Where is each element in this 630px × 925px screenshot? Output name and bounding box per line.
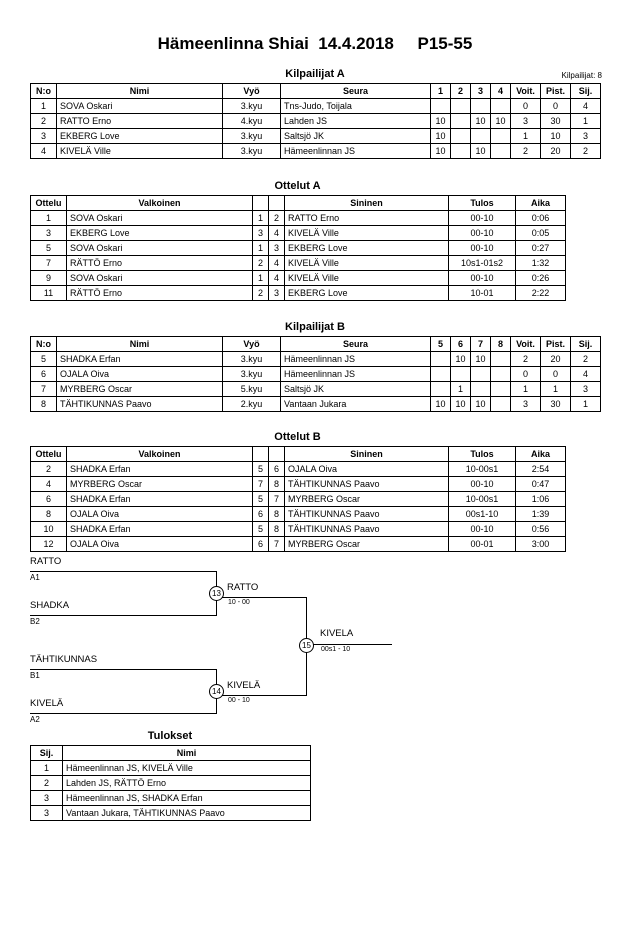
column-header: Vyö <box>223 84 281 99</box>
table-cell: 10 <box>431 397 451 412</box>
table-cell: 30 <box>541 397 571 412</box>
table-cell: 3 <box>269 286 285 301</box>
table-cell: MYRBERG Oscar <box>285 537 449 552</box>
table-body <box>31 211 566 301</box>
table-cell: 1 <box>571 114 601 129</box>
table-cell: 2:22 <box>516 286 566 301</box>
column-header: 6 <box>451 337 471 352</box>
table-cell: 2 <box>511 144 541 159</box>
table-cell: MYRBERG Oscar <box>67 477 253 492</box>
column-header: N:o <box>31 337 57 352</box>
table-cell: 0 <box>511 367 541 382</box>
table-cell: 3.kyu <box>223 352 281 367</box>
column-header: Tulos <box>449 196 516 211</box>
table-row <box>31 806 311 821</box>
table-cell: 1:32 <box>516 256 566 271</box>
bracket-line <box>217 597 306 598</box>
ottelut-a-heading: Ottelut A <box>274 180 321 192</box>
table-cell: OJALA Oiva <box>57 367 223 382</box>
table-cell: 1:06 <box>516 492 566 507</box>
results-sheet-page <box>0 34 630 925</box>
table-cell: 00-10 <box>449 271 516 286</box>
table-cell: 0:06 <box>516 211 566 226</box>
table-cell: EKBERG Love <box>57 129 223 144</box>
table-cell: Hämeenlinnan JS, SHADKA Erfan <box>63 791 311 806</box>
bracket-seed-label: B2 <box>30 617 40 626</box>
table-cell: 2 <box>31 776 63 791</box>
column-header: Valkoinen <box>67 196 253 211</box>
table-row <box>31 286 566 301</box>
table-cell: KIVELÄ Ville <box>57 144 223 159</box>
table-cell: Hämeenlinnan JS, KIVELÄ Ville <box>63 761 311 776</box>
table-cell <box>431 352 451 367</box>
table-cell: 1 <box>511 129 541 144</box>
table-cell: 2:54 <box>516 462 566 477</box>
table-cell: 0:56 <box>516 522 566 537</box>
kilpailijat-a-heading-row <box>0 68 630 80</box>
table-row <box>31 477 566 492</box>
table-cell: MYRBERG Oscar <box>57 382 223 397</box>
table-cell: 0 <box>511 99 541 114</box>
table-cell: 9 <box>31 271 67 286</box>
table-row <box>31 382 601 397</box>
match-number-badge: 14 <box>209 684 224 699</box>
table-cell: 1 <box>253 211 269 226</box>
column-header: Voit. <box>511 84 541 99</box>
table-cell: 0 <box>541 367 571 382</box>
column-header: Seura <box>281 84 431 99</box>
table-row <box>31 114 601 129</box>
bracket-score: 10 - 00 <box>228 599 250 606</box>
table-cell: 0:47 <box>516 477 566 492</box>
table-row <box>31 144 601 159</box>
bracket-score: 00 - 10 <box>228 697 250 704</box>
column-header <box>269 447 285 462</box>
bracket-line <box>30 713 217 714</box>
table-row <box>31 522 566 537</box>
table-cell: 2 <box>269 211 285 226</box>
table-cell: 2 <box>31 462 67 477</box>
table-cell: 00-10 <box>449 241 516 256</box>
table-cell: 5 <box>253 522 269 537</box>
table-cell: 3 <box>31 806 63 821</box>
tulokset-heading: Tulokset <box>147 730 193 742</box>
table-cell: KIVELÄ Ville <box>285 226 449 241</box>
table-cell: 2 <box>253 286 269 301</box>
table-body <box>31 761 311 821</box>
table-cell: 4.kyu <box>223 114 281 129</box>
table-cell: 11 <box>31 286 67 301</box>
bracket-seed-label: A1 <box>30 573 40 582</box>
table-cell: Saltsjö JK <box>281 382 431 397</box>
column-header: Sij. <box>31 746 63 761</box>
column-header: Seura <box>281 337 431 352</box>
kilpailijat-b-table <box>30 336 601 412</box>
tulokset-table <box>30 745 311 821</box>
table-cell: Hämeenlinnan JS <box>281 144 431 159</box>
table-cell: TÄHTIKUNNAS Paavo <box>285 522 449 537</box>
tulokset-heading-row <box>0 730 630 742</box>
table-cell: 20 <box>541 144 571 159</box>
table-header-row <box>31 196 566 211</box>
bracket-winner-name: KIVELÄ <box>227 680 261 691</box>
table-body <box>31 99 601 159</box>
table-row <box>31 241 566 256</box>
column-header: Aika <box>516 196 566 211</box>
column-header: Ottelu <box>31 196 67 211</box>
table-cell: 10 <box>471 397 491 412</box>
table-cell: 5 <box>31 241 67 256</box>
table-header-row <box>31 337 601 352</box>
table-cell: 8 <box>269 522 285 537</box>
bracket-score: 00s1 - 10 <box>321 646 351 653</box>
table-cell: 2 <box>571 352 601 367</box>
table-cell: EKBERG Love <box>285 241 449 256</box>
table-row <box>31 211 566 226</box>
table-cell: 00-10 <box>449 477 516 492</box>
table-cell: 0:05 <box>516 226 566 241</box>
table-cell: 10s1-01s2 <box>449 256 516 271</box>
table-cell: 4 <box>31 144 57 159</box>
table-cell <box>451 367 471 382</box>
table-cell: 00-10 <box>449 211 516 226</box>
table-cell: 10-01 <box>449 286 516 301</box>
table-cell: 7 <box>269 537 285 552</box>
table-cell: 3 <box>571 382 601 397</box>
column-header: Vyö <box>223 337 281 352</box>
column-header: Voit. <box>511 337 541 352</box>
table-cell: 4 <box>269 226 285 241</box>
column-header: Nimi <box>57 84 223 99</box>
table-cell: 1 <box>571 397 601 412</box>
table-cell: 1 <box>253 271 269 286</box>
table-row <box>31 352 601 367</box>
table-cell: Saltsjö JK <box>281 129 431 144</box>
table-cell: 20 <box>541 352 571 367</box>
table-cell: 5 <box>253 492 269 507</box>
table-cell: 10 <box>471 144 491 159</box>
table-cell: Vantaan Jukara <box>281 397 431 412</box>
column-header: Pist. <box>541 84 571 99</box>
competitors-count-label: Kilpailijat: 8 <box>561 71 602 80</box>
table-cell: 8 <box>269 477 285 492</box>
table-row <box>31 492 566 507</box>
table-cell: SOVA Oskari <box>57 99 223 114</box>
table-header-row <box>31 84 601 99</box>
ottelut-b-heading-row <box>0 431 630 443</box>
table-cell <box>451 144 471 159</box>
table-cell <box>471 382 491 397</box>
table-cell: 10 <box>471 352 491 367</box>
column-header: Sininen <box>285 196 449 211</box>
table-cell: OJALA Oiva <box>67 537 253 552</box>
table-cell: 6 <box>31 492 67 507</box>
table-cell: 2 <box>31 114 57 129</box>
table-cell: 6 <box>253 537 269 552</box>
table-cell <box>451 129 471 144</box>
table-cell: Hämeenlinnan JS <box>281 352 431 367</box>
table-cell <box>491 367 511 382</box>
table-cell: TÄHTIKUNNAS Paavo <box>57 397 223 412</box>
table-row <box>31 397 601 412</box>
table-cell: Hämeenlinnan JS <box>281 367 431 382</box>
table-cell <box>491 352 511 367</box>
table-cell: 1 <box>511 382 541 397</box>
table-cell <box>491 144 511 159</box>
table-cell: 2 <box>511 352 541 367</box>
column-header <box>253 447 269 462</box>
table-row <box>31 537 566 552</box>
table-row <box>31 776 311 791</box>
kilpailijat-a-heading: Kilpailijat A <box>285 68 345 80</box>
table-cell: SOVA Oskari <box>67 211 253 226</box>
column-header: 3 <box>471 84 491 99</box>
table-row <box>31 791 311 806</box>
column-header: Sij. <box>571 84 601 99</box>
bracket-player-name: TÄHTIKUNNAS <box>30 654 98 665</box>
table-row <box>31 256 566 271</box>
column-header: Nimi <box>57 337 223 352</box>
table-cell: 3 <box>253 226 269 241</box>
column-header: 1 <box>431 84 451 99</box>
ottelut-a-heading-row <box>0 180 630 192</box>
column-header: Nimi <box>63 746 311 761</box>
table-cell: 3 <box>31 129 57 144</box>
column-header: 5 <box>431 337 451 352</box>
table-cell: 00-01 <box>449 537 516 552</box>
table-cell <box>491 129 511 144</box>
table-cell: SOVA Oskari <box>67 241 253 256</box>
table-cell: OJALA Oiva <box>67 507 253 522</box>
column-header: Valkoinen <box>67 447 253 462</box>
table-cell: 12 <box>31 537 67 552</box>
table-cell: 3 <box>269 241 285 256</box>
table-cell: 7 <box>31 256 67 271</box>
column-header <box>269 196 285 211</box>
match-number-badge: 13 <box>209 586 224 601</box>
table-cell: 00s1-10 <box>449 507 516 522</box>
page-title: Hämeenlinna Shiai 14.4.2018 P15-55 <box>157 34 473 53</box>
table-cell: 10 <box>491 114 511 129</box>
table-cell: 7 <box>253 477 269 492</box>
table-cell: EKBERG Love <box>67 226 253 241</box>
bracket-player-name: RATTO <box>30 556 62 567</box>
table-cell: 6 <box>253 507 269 522</box>
kilpailijat-b-heading-row <box>0 321 630 333</box>
column-header: Pist. <box>541 337 571 352</box>
table-row <box>31 462 566 477</box>
table-cell: SOVA Oskari <box>67 271 253 286</box>
table-cell <box>431 99 451 114</box>
table-row <box>31 129 601 144</box>
table-cell: 3:00 <box>516 537 566 552</box>
table-cell: 00-10 <box>449 226 516 241</box>
bracket-winner-name: RATTO <box>227 582 259 593</box>
column-header: Tulos <box>449 447 516 462</box>
table-cell: 2 <box>571 144 601 159</box>
table-cell: 1 <box>31 211 67 226</box>
ottelut-a-table <box>30 195 566 301</box>
column-header: Aika <box>516 447 566 462</box>
bracket-seed-label: A2 <box>30 715 40 724</box>
table-cell <box>471 99 491 114</box>
table-cell: 6 <box>31 367 57 382</box>
table-cell: MYRBERG Oscar <box>285 492 449 507</box>
column-header: Ottelu <box>31 447 67 462</box>
table-cell: 6 <box>269 462 285 477</box>
ottelut-b-table <box>30 446 566 552</box>
table-cell: 5 <box>253 462 269 477</box>
kilpailijat-a-table <box>30 83 601 159</box>
table-cell: 10-00s1 <box>449 462 516 477</box>
table-cell: TÄHTIKUNNAS Paavo <box>285 477 449 492</box>
column-header: 4 <box>491 84 511 99</box>
table-cell: SHADKA Erfan <box>67 522 253 537</box>
table-cell: SHADKA Erfan <box>67 492 253 507</box>
table-cell: SHADKA Erfan <box>67 462 253 477</box>
kilpailijat-b-heading: Kilpailijat B <box>285 321 345 333</box>
column-header: 2 <box>451 84 471 99</box>
table-cell: 8 <box>31 397 57 412</box>
bracket-line <box>307 644 392 645</box>
table-cell: 4 <box>269 256 285 271</box>
table-cell: 3 <box>511 397 541 412</box>
table-cell: 10 <box>431 114 451 129</box>
table-cell: EKBERG Love <box>285 286 449 301</box>
table-row <box>31 99 601 114</box>
table-cell: 10 <box>431 144 451 159</box>
table-row <box>31 761 311 776</box>
table-cell <box>451 99 471 114</box>
table-cell: 1 <box>31 761 63 776</box>
table-cell: 4 <box>571 367 601 382</box>
table-cell <box>431 382 451 397</box>
column-header: N:o <box>31 84 57 99</box>
table-cell: 0 <box>541 99 571 114</box>
match-number-badge: 15 <box>299 638 314 653</box>
table-cell: 3.kyu <box>223 144 281 159</box>
table-cell: 00-10 <box>449 522 516 537</box>
table-cell: 3 <box>31 791 63 806</box>
table-cell <box>471 367 491 382</box>
table-cell: 10 <box>541 129 571 144</box>
table-cell: RATTO Erno <box>57 114 223 129</box>
table-cell: 10 <box>431 129 451 144</box>
table-cell: 3 <box>31 226 67 241</box>
table-cell: 3 <box>511 114 541 129</box>
table-cell: Lahden JS, RÄTTÖ Erno <box>63 776 311 791</box>
table-cell: RÄTTÖ Erno <box>67 286 253 301</box>
table-cell: 8 <box>269 507 285 522</box>
table-cell: 10 <box>31 522 67 537</box>
table-cell: 2.kyu <box>223 397 281 412</box>
table-cell: 3 <box>571 129 601 144</box>
column-header: Sij. <box>571 337 601 352</box>
table-cell: 30 <box>541 114 571 129</box>
table-cell: 2 <box>253 256 269 271</box>
table-cell: Vantaan Jukara, TÄHTIKUNNAS Paavo <box>63 806 311 821</box>
table-cell: 8 <box>31 507 67 522</box>
table-cell: 1:39 <box>516 507 566 522</box>
table-cell: 0:27 <box>516 241 566 256</box>
table-cell: 10 <box>451 352 471 367</box>
table-row <box>31 367 601 382</box>
table-cell <box>491 99 511 114</box>
bracket-line <box>217 695 306 696</box>
table-body <box>31 352 601 412</box>
ottelut-b-heading: Ottelut B <box>274 431 321 443</box>
bracket-line <box>30 571 217 572</box>
bracket-player-name: SHADKA <box>30 600 70 611</box>
table-cell <box>431 367 451 382</box>
bracket-winner-name: KIVELA <box>320 628 354 639</box>
table-row <box>31 507 566 522</box>
table-cell: 3.kyu <box>223 367 281 382</box>
table-cell: 0:26 <box>516 271 566 286</box>
table-cell: Lahden JS <box>281 114 431 129</box>
table-cell: 10 <box>471 114 491 129</box>
table-cell: OJALA Oiva <box>285 462 449 477</box>
table-cell: 1 <box>541 382 571 397</box>
column-header: Sininen <box>285 447 449 462</box>
column-header: 7 <box>471 337 491 352</box>
table-cell <box>471 129 491 144</box>
table-cell: 5.kyu <box>223 382 281 397</box>
table-cell: 10-00s1 <box>449 492 516 507</box>
table-header-row <box>31 746 311 761</box>
table-cell: TÄHTIKUNNAS Paavo <box>285 507 449 522</box>
table-cell: 1 <box>253 241 269 256</box>
column-header <box>253 196 269 211</box>
table-cell: 1 <box>451 382 471 397</box>
table-cell: RATTO Erno <box>285 211 449 226</box>
bracket-seed-label: B1 <box>30 671 40 680</box>
table-cell: 7 <box>269 492 285 507</box>
table-cell: 5 <box>31 352 57 367</box>
bracket-player-name: KIVELÄ <box>30 698 64 709</box>
table-cell <box>491 397 511 412</box>
table-cell: 4 <box>269 271 285 286</box>
table-cell: 4 <box>571 99 601 114</box>
table-cell <box>491 382 511 397</box>
table-cell: RÄTTÖ Erno <box>67 256 253 271</box>
table-cell: 4 <box>31 477 67 492</box>
table-cell: 3.kyu <box>223 129 281 144</box>
column-header: 8 <box>491 337 511 352</box>
table-cell: 3.kyu <box>223 99 281 114</box>
table-cell <box>451 114 471 129</box>
table-row <box>31 226 566 241</box>
table-body <box>31 462 566 552</box>
table-cell: 1 <box>31 99 57 114</box>
bracket-line <box>30 615 217 616</box>
elimination-bracket <box>0 554 630 726</box>
table-cell: KIVELÄ Ville <box>285 256 449 271</box>
table-cell: 10 <box>451 397 471 412</box>
table-row <box>31 271 566 286</box>
table-cell: KIVELÄ Ville <box>285 271 449 286</box>
table-header-row <box>31 447 566 462</box>
table-cell: Tns-Judo, Toijala <box>281 99 431 114</box>
bracket-line <box>30 669 217 670</box>
table-cell: SHADKA Erfan <box>57 352 223 367</box>
table-cell: 7 <box>31 382 57 397</box>
